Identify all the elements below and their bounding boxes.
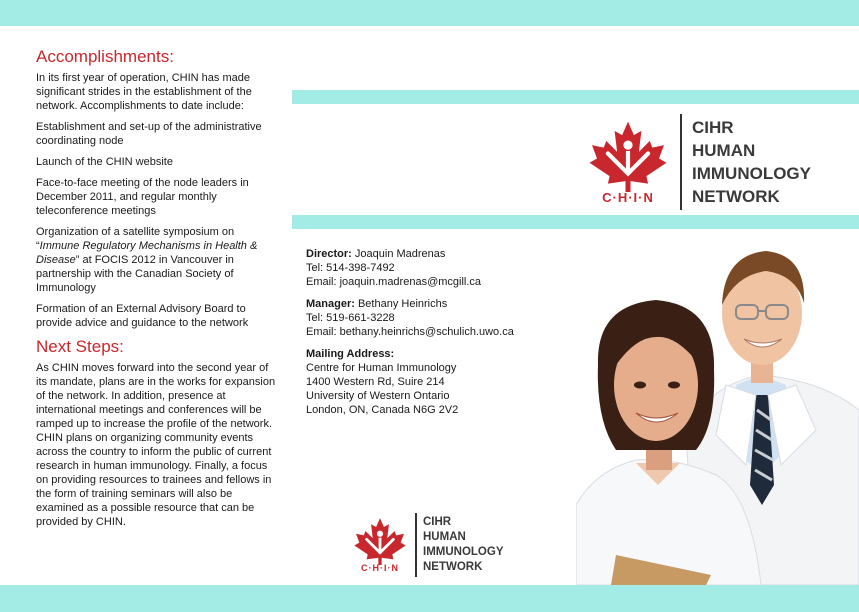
logo-line-immunology: IMMUNOLOGY: [692, 164, 811, 183]
logo-line-cihr: CIHR: [692, 118, 734, 137]
contact-info: [306, 247, 566, 425]
maple-leaf-icon: [586, 120, 670, 192]
accomplishment-item: Face-to-face meeting of the node leaders in December 2011, and regular monthly teleconference meetings: [36, 177, 249, 217]
director-email: Email: joaquin.madrenas@mcgill.ca: [306, 276, 482, 288]
logo-divider: [415, 513, 417, 577]
maple-leaf-icon: [352, 517, 408, 565]
manager-name: Bethany Heinrichs: [354, 298, 448, 310]
manager-line: [306, 297, 566, 311]
chin-logo-small: [352, 513, 504, 577]
address-line: Centre for Human Immunology: [306, 362, 457, 374]
accomplishment-item: Launch of the CHIN website: [36, 156, 173, 168]
logo-wordmark: [423, 515, 504, 575]
director-line: [306, 247, 566, 261]
logo-line-cihr: CIHR: [423, 516, 452, 528]
symposium-text-post: ” at FOCIS 2012 in Vancouver in partnership with the Canadian Society of Immunology: [36, 254, 234, 294]
logo-line-human: HUMAN: [423, 531, 466, 543]
mailing-address: [306, 347, 566, 417]
manager-contact: [306, 297, 566, 339]
doctors-illustration: [576, 235, 859, 585]
logo-line-immunology: IMMUNOLOGY: [423, 546, 504, 558]
director-name: Joaquin Madrenas: [351, 248, 446, 260]
director-tel: Tel: 514-398-7492: [306, 262, 395, 274]
logo-line-network: NETWORK: [423, 561, 483, 573]
address-line: 1400 Western Rd, Suire 214: [306, 376, 445, 388]
bottom-teal-band: [0, 585, 859, 612]
director-label: Director:: [306, 248, 352, 260]
chin-logo-large: [586, 114, 811, 210]
symposium-text-pre: Organization of a satellite symposium on “: [36, 226, 235, 252]
chin-letters: C·H·I·N: [602, 189, 654, 205]
accomplishment-item: Formation of an External Advisory Board to provide advice and guidance to the network: [36, 303, 249, 329]
logo-wordmark: [692, 116, 811, 208]
chin-letters: C·H·I·N: [361, 563, 399, 573]
logo-line-human: HUMAN: [692, 141, 756, 160]
manager-label: Manager:: [306, 298, 355, 310]
accomplishment-item: Establishment and set-up of the administrative coordinating node: [36, 121, 262, 147]
next-steps-heading: Next Steps:: [36, 337, 124, 356]
logo-line-network: NETWORK: [692, 187, 780, 206]
next-steps-text: As CHIN moves forward into the second year of its mandate, plans are in the works for expansion of the network. In addition, presence at international meetings and conferences will be ramped up to increase the profile of the network. CHIN plans on organizing community events across the country to inform the public of current research in human immunology. Finally, a focus on providing resources to trainees and fellows in the form of training seminars will also be examined as a possible resource that can be provided by CHIN.: [36, 362, 276, 528]
accomplishment-item: [36, 225, 276, 295]
lower-teal-band: [292, 215, 859, 229]
mailing-label: Mailing Address:: [306, 348, 395, 360]
accomplishments-heading: Accomplishments:: [36, 47, 174, 66]
manager-tel: Tel: 519-661-3228: [306, 312, 395, 324]
director-contact: [306, 247, 566, 289]
upper-teal-band: [292, 90, 859, 104]
accomplishments-intro: In its first year of operation, CHIN has made significant strides in the establishment of the network. Accomplishments to date include:: [36, 72, 252, 112]
top-teal-band: [0, 0, 859, 26]
address-line: London, ON, Canada N6G 2V2: [306, 404, 459, 416]
manager-email: Email: bethany.heinrichs@schulich.uwo.ca: [306, 326, 514, 338]
address-line: University of Western Ontario: [306, 390, 450, 402]
doctors-photo: [576, 235, 859, 585]
left-column: [36, 47, 276, 536]
symposium-title: Immune Regulatory Mechanisms in Health & Disease: [36, 240, 258, 266]
logo-divider: [680, 114, 682, 210]
